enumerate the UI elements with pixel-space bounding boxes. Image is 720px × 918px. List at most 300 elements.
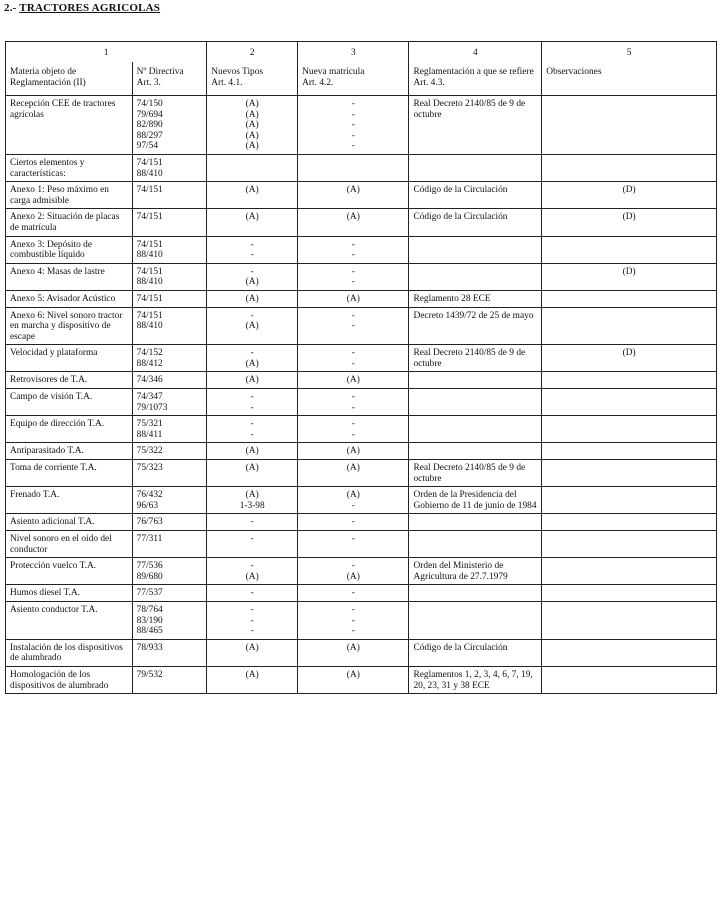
nuevos-tipos-cell: [207, 585, 298, 602]
header-materia: [6, 62, 133, 96]
table-row: [6, 531, 717, 558]
nuevos-tipos-cell-line: 1-3-98: [239, 500, 265, 511]
nuevos-tipos-cell-line: (A): [245, 463, 259, 474]
materia-cell-text: Ciertos elementos y características:: [10, 157, 85, 179]
reglamentacion-cell: [409, 290, 542, 307]
materia-cell: [6, 307, 133, 345]
nueva-matricula-cell-line: -: [351, 561, 355, 572]
materia-cell: [6, 531, 133, 558]
materia-cell-text: Anexo 6: Nivel sonoro tractor en marcha y dispositivo de escape: [10, 310, 123, 342]
nuevos-tipos-cell: [207, 416, 298, 443]
nuevos-tipos-cell: [207, 639, 298, 666]
directiva-cell-line: 77/537: [136, 588, 163, 599]
table-row: [6, 416, 717, 443]
nuevos-tipos-cell-line: -: [250, 392, 254, 403]
nuevos-tipos-cell-line: (A): [245, 141, 259, 152]
observaciones-cell: [542, 558, 717, 585]
directiva-cell-line: 74/151: [136, 310, 163, 321]
header-tipos-line2: Art. 4.1.: [211, 77, 243, 88]
directiva-cell: [132, 307, 207, 345]
nueva-matricula-cell: [298, 236, 409, 263]
nuevos-tipos-cell-line: -: [250, 561, 254, 572]
nuevos-tipos-cell-line: (A): [245, 109, 259, 120]
table-row: [6, 585, 717, 602]
table-row: [6, 558, 717, 585]
nuevos-tipos-cell: [207, 601, 298, 639]
table-row: [6, 460, 717, 487]
directiva-cell: [132, 666, 207, 693]
materia-cell: [6, 209, 133, 236]
reglamentacion-cell: [409, 209, 542, 236]
materia-cell-text: Anexo 5: Avisador Acústico: [10, 293, 116, 304]
header-matricula: [298, 62, 409, 96]
table-row: [6, 639, 717, 666]
nueva-matricula-cell-line: -: [351, 310, 355, 321]
directiva-cell-line: 75/322: [136, 446, 163, 457]
nueva-matricula-cell-line: -: [351, 266, 355, 277]
materia-cell-text: Asiento adicional T.A.: [10, 517, 95, 528]
nueva-matricula-cell-line: (A): [346, 446, 360, 457]
reglamentacion-cell: [409, 236, 542, 263]
directiva-cell: [132, 372, 207, 389]
nueva-matricula-cell-line: (A): [346, 490, 360, 501]
section-number: 2.-: [4, 2, 17, 14]
materia-cell: [6, 290, 133, 307]
nuevos-tipos-cell-line: -: [250, 402, 254, 413]
nuevos-tipos-cell-line: -: [250, 348, 254, 359]
directiva-cell: [132, 601, 207, 639]
directiva-cell-line: 88/410: [136, 277, 163, 288]
header-reglamentacion-text: Reglamentación a que se refiere Art. 4.3.: [413, 67, 534, 88]
nueva-matricula-cell-line: -: [351, 130, 355, 141]
directiva-cell-line: 75/321: [136, 419, 163, 430]
materia-cell-text: Homologación de los dispositivos de alumbrado: [10, 669, 109, 691]
directiva-cell: [132, 290, 207, 307]
reglamentacion-cell-text: Reglamentos 1, 2, 3, 4, 6, 7, 19, 20, 23, 31 y 38 ECE: [413, 669, 533, 691]
directiva-cell: [132, 154, 207, 181]
materia-cell-text: Anexo 1: Peso máximo en carga admisible: [10, 185, 109, 206]
directiva-cell: [132, 639, 207, 666]
header-directiva-line1: Nº Directiva: [136, 67, 184, 77]
materia-cell-text: Campo de visión T.A.: [10, 392, 93, 403]
directiva-cell-line: 74/151: [136, 157, 163, 168]
nuevos-tipos-cell-line: (A): [245, 669, 259, 680]
materia-cell-text: Retrovisores de T.A.: [10, 375, 88, 386]
materia-cell: [6, 389, 133, 416]
observaciones-cell: [542, 96, 717, 155]
nueva-matricula-cell-line: (A): [346, 571, 360, 582]
regulation-table-body: [6, 42, 717, 694]
materia-cell: [6, 639, 133, 666]
nuevos-tipos-cell: [207, 307, 298, 345]
nueva-matricula-cell: [298, 345, 409, 372]
directiva-cell-line: 74/151: [136, 239, 163, 250]
nueva-matricula-cell-line: -: [351, 109, 355, 120]
nueva-matricula-cell-line: -: [351, 500, 355, 511]
reglamentacion-cell: [409, 416, 542, 443]
observaciones-cell: [542, 307, 717, 345]
reglamentacion-cell: [409, 307, 542, 345]
nuevos-tipos-cell-line: -: [250, 250, 254, 261]
materia-cell: [6, 514, 133, 531]
nueva-matricula-cell-line: -: [351, 120, 355, 131]
column-header-row: [6, 62, 717, 96]
observaciones-cell: [542, 443, 717, 460]
column-number-5: 5: [542, 42, 717, 63]
directiva-cell-line: 88/411: [136, 429, 163, 440]
section-heading: [4, 2, 160, 14]
materia-cell-text: Anexo 4: Masas de lastre: [10, 266, 105, 277]
reglamentacion-cell: [409, 558, 542, 585]
nueva-matricula-cell: [298, 307, 409, 345]
nueva-matricula-cell-line: (A): [346, 669, 360, 680]
regulation-table: [5, 41, 717, 694]
section-title: TRACTORES AGRICOLAS: [19, 2, 161, 14]
nueva-matricula-cell: [298, 372, 409, 389]
directiva-cell-line: 79/1073: [136, 402, 168, 413]
nueva-matricula-cell-line: (A): [346, 185, 360, 196]
column-number-1: 1: [6, 42, 207, 63]
observaciones-cell: [542, 639, 717, 666]
nueva-matricula-cell-line: (A): [346, 212, 360, 223]
nueva-matricula-cell: [298, 96, 409, 155]
directiva-cell-line: 74/151: [136, 185, 163, 196]
nueva-matricula-cell-line: -: [351, 250, 355, 261]
materia-cell: [6, 460, 133, 487]
table-row: [6, 236, 717, 263]
table-row: [6, 154, 717, 181]
nuevos-tipos-cell: [207, 558, 298, 585]
materia-cell-text: Asiento conductor T.A.: [10, 604, 98, 615]
nuevos-tipos-cell: [207, 209, 298, 236]
table-row: [6, 514, 717, 531]
directiva-cell: [132, 345, 207, 372]
directiva-cell-line: 76/432: [136, 490, 163, 501]
directiva-cell-line: 88/297: [136, 130, 163, 141]
directiva-cell: [132, 585, 207, 602]
header-directiva: [132, 62, 207, 96]
directiva-cell-line: 82/890: [136, 120, 163, 131]
nuevos-tipos-cell-line: (A): [245, 212, 259, 223]
materia-cell: [6, 96, 133, 155]
observaciones-cell: [542, 514, 717, 531]
observaciones-cell: [542, 372, 717, 389]
materia-cell-text: Humos diesel T.A.: [10, 588, 80, 599]
directiva-cell-line: 78/764: [136, 604, 163, 615]
nueva-matricula-cell-line: -: [351, 429, 355, 440]
materia-cell: [6, 345, 133, 372]
table-row: [6, 601, 717, 639]
nuevos-tipos-cell: [207, 487, 298, 514]
directiva-cell-line: 74/150: [136, 99, 163, 109]
table-row: [6, 345, 717, 372]
reglamentacion-cell-text: Real Decreto 2140/85 de 9 de octubre: [413, 348, 526, 369]
column-number-3: 3: [298, 42, 409, 63]
table-row: [6, 389, 717, 416]
nuevos-tipos-cell-line: (A): [245, 277, 259, 288]
table-row: [6, 209, 717, 236]
directiva-cell: [132, 531, 207, 558]
reglamentacion-cell: [409, 531, 542, 558]
materia-cell: [6, 585, 133, 602]
nuevos-tipos-cell-line: (A): [245, 490, 259, 501]
nueva-matricula-cell-line: -: [351, 321, 355, 332]
nueva-matricula-cell-line: -: [351, 239, 355, 250]
observaciones-cell: [542, 416, 717, 443]
nuevos-tipos-cell-line: (A): [245, 99, 259, 109]
directiva-cell: [132, 263, 207, 290]
nueva-matricula-cell-line: -: [351, 392, 355, 403]
reglamentacion-cell: [409, 601, 542, 639]
reglamentacion-cell: [409, 372, 542, 389]
observaciones-cell: [542, 460, 717, 487]
nueva-matricula-cell: [298, 666, 409, 693]
nueva-matricula-cell: [298, 389, 409, 416]
header-observaciones-text: Observaciones: [546, 67, 602, 77]
reglamentacion-cell: [409, 154, 542, 181]
materia-cell-text: Antiparasitado T.A.: [10, 446, 84, 457]
nuevos-tipos-cell: [207, 290, 298, 307]
nueva-matricula-cell-line: -: [351, 402, 355, 413]
directiva-cell-line: 83/190: [136, 615, 163, 626]
column-number-row: [6, 42, 717, 63]
nuevos-tipos-cell: [207, 96, 298, 155]
directiva-cell-line: 74/151: [136, 293, 163, 304]
observaciones-cell: [542, 601, 717, 639]
directiva-cell: [132, 236, 207, 263]
nueva-matricula-cell-line: (A): [346, 463, 360, 474]
nueva-matricula-cell: [298, 290, 409, 307]
observaciones-cell-text: (D): [622, 266, 636, 277]
directiva-cell: [132, 443, 207, 460]
nuevos-tipos-cell: [207, 345, 298, 372]
reglamentacion-cell-text: Código de la Circulación: [413, 185, 508, 196]
directiva-cell-line: 77/536: [136, 561, 163, 572]
nuevos-tipos-cell-line: -: [250, 534, 254, 544]
table-row: [6, 307, 717, 345]
nuevos-tipos-cell-line: -: [250, 615, 254, 626]
nuevos-tipos-cell: [207, 389, 298, 416]
nueva-matricula-cell: [298, 443, 409, 460]
header-directiva-line2: Art. 3.: [136, 77, 161, 88]
nuevos-tipos-cell-line: -: [250, 429, 254, 440]
materia-cell-text: Anexo 2: Situación de placas de matrícula: [10, 212, 120, 233]
nuevos-tipos-cell-line: (A): [245, 358, 259, 369]
nueva-matricula-cell: [298, 585, 409, 602]
reglamentacion-cell-text: Código de la Circulación: [413, 642, 508, 653]
nuevos-tipos-cell-line: (A): [245, 130, 259, 141]
directiva-cell-line: 96/63: [136, 500, 159, 511]
nueva-matricula-cell: [298, 514, 409, 531]
directiva-cell-line: 74/151: [136, 212, 163, 223]
nuevos-tipos-cell-line: (A): [245, 321, 259, 332]
materia-cell: [6, 443, 133, 460]
reglamentacion-cell: [409, 639, 542, 666]
observaciones-cell: [542, 209, 717, 236]
directiva-cell-line: 88/410: [136, 250, 163, 261]
directiva-cell: [132, 389, 207, 416]
nueva-matricula-cell: [298, 639, 409, 666]
header-matricula-line1: Nueva matrícula: [302, 67, 365, 77]
materia-cell-text: Anexo 3: Depósito de combustible líquido: [10, 239, 93, 261]
header-matricula-line2: Art. 4.2.: [302, 77, 334, 88]
nuevos-tipos-cell-line: (A): [245, 375, 259, 386]
header-tipos: [207, 62, 298, 96]
materia-cell: [6, 236, 133, 263]
nueva-matricula-cell: [298, 531, 409, 558]
observaciones-cell: [542, 236, 717, 263]
materia-cell-text: Toma de corriente T.A.: [10, 463, 97, 474]
table-row: [6, 263, 717, 290]
materia-cell-text: Equipo de dirección T.A.: [10, 419, 105, 430]
reglamentacion-cell: [409, 460, 542, 487]
directiva-cell-line: 78/933: [136, 642, 163, 653]
nueva-matricula-cell-line: -: [351, 141, 355, 152]
reglamentacion-cell: [409, 585, 542, 602]
header-reglamentacion: [409, 62, 542, 96]
nuevos-tipos-cell: [207, 443, 298, 460]
reglamentacion-cell: [409, 182, 542, 209]
directiva-cell-line: 79/532: [136, 669, 163, 680]
observaciones-cell: [542, 290, 717, 307]
directiva-cell-line: 89/680: [136, 571, 163, 582]
reglamentacion-cell: [409, 96, 542, 155]
directiva-cell: [132, 514, 207, 531]
directiva-cell-line: 88/412: [136, 358, 163, 369]
table-row: [6, 182, 717, 209]
materia-cell: [6, 372, 133, 389]
directiva-cell-line: 88/410: [136, 321, 163, 332]
materia-cell-text: Velocidad y plataforma: [10, 348, 98, 359]
nueva-matricula-cell: [298, 154, 409, 181]
nuevos-tipos-cell-line: -: [250, 239, 254, 250]
observaciones-cell-text: (D): [622, 212, 636, 223]
nueva-matricula-cell-line: (A): [346, 375, 360, 386]
nuevos-tipos-cell: [207, 531, 298, 558]
nueva-matricula-cell-line: -: [351, 99, 355, 109]
nuevos-tipos-cell-line: -: [250, 419, 254, 430]
reglamentacion-cell-text: Real Decreto 2140/85 de 9 de octubre: [413, 463, 526, 484]
materia-cell-text: Instalación de los dispositivos de alumbrado: [10, 642, 123, 664]
reglamentacion-cell: [409, 487, 542, 514]
materia-cell-text: Frenado T.A.: [10, 490, 60, 501]
observaciones-cell: [542, 182, 717, 209]
reglamentacion-cell-text: Código de la Circulación: [413, 212, 508, 223]
nuevos-tipos-cell: [207, 236, 298, 263]
reglamentacion-cell: [409, 666, 542, 693]
nuevos-tipos-cell-line: (A): [245, 120, 259, 131]
nuevos-tipos-cell: [207, 460, 298, 487]
reglamentacion-cell: [409, 345, 542, 372]
nuevos-tipos-cell: [207, 154, 298, 181]
header-materia-text: Materia objeto de Reglamentación (II): [10, 67, 86, 88]
reglamentacion-cell: [409, 443, 542, 460]
observaciones-cell: [542, 585, 717, 602]
nuevos-tipos-cell-line: -: [250, 604, 254, 615]
directiva-cell-line: 88/410: [136, 168, 163, 179]
table-row: [6, 487, 717, 514]
table-row: [6, 666, 717, 693]
nueva-matricula-cell: [298, 460, 409, 487]
header-tipos-line1: Nuevos Tipos: [211, 67, 264, 77]
nueva-matricula-cell: [298, 416, 409, 443]
nueva-matricula-cell-line: -: [351, 277, 355, 288]
directiva-cell-line: 88/465: [136, 626, 163, 637]
nuevos-tipos-cell-line: (A): [245, 571, 259, 582]
directiva-cell: [132, 182, 207, 209]
header-observaciones: [542, 62, 717, 96]
nuevos-tipos-cell-line: (A): [245, 293, 259, 304]
nueva-matricula-cell-line: -: [351, 358, 355, 369]
nueva-matricula-cell-line: (A): [346, 642, 360, 653]
materia-cell: [6, 154, 133, 181]
observaciones-cell-text: (D): [622, 348, 636, 359]
directiva-cell-line: 74/152: [136, 348, 163, 359]
nuevos-tipos-cell-line: (A): [245, 446, 259, 457]
observaciones-cell: [542, 345, 717, 372]
directiva-cell-line: 75/323: [136, 463, 163, 474]
table-row: [6, 96, 717, 155]
column-number-2: 2: [207, 42, 298, 63]
directiva-cell: [132, 558, 207, 585]
nueva-matricula-cell: [298, 209, 409, 236]
observaciones-cell-text: (D): [622, 185, 636, 196]
reglamentacion-cell-text: Orden del Ministerio de Agricultura de 27.7.1979: [413, 561, 508, 582]
materia-cell: [6, 666, 133, 693]
materia-cell-text: Protección vuelco T.A.: [10, 561, 97, 572]
column-number-4: 4: [409, 42, 542, 63]
nueva-matricula-cell: [298, 263, 409, 290]
materia-cell: [6, 416, 133, 443]
directiva-cell-line: 74/151: [136, 266, 163, 277]
directiva-cell-line: 74/346: [136, 375, 163, 386]
materia-cell: [6, 601, 133, 639]
nueva-matricula-cell-line: -: [351, 517, 355, 528]
directiva-cell-line: 77/311: [136, 534, 163, 544]
nueva-matricula-cell-line: -: [351, 626, 355, 637]
directiva-cell-line: 74/347: [136, 392, 163, 403]
materia-cell-text: Nivel sonoro en el oído del conductor: [10, 534, 112, 555]
nuevos-tipos-cell-line: -: [250, 310, 254, 321]
reglamentacion-cell: [409, 389, 542, 416]
observaciones-cell: [542, 263, 717, 290]
table-row: [6, 372, 717, 389]
table-row: [6, 290, 717, 307]
materia-cell: [6, 263, 133, 290]
directiva-cell: [132, 96, 207, 155]
nuevos-tipos-cell-line: -: [250, 266, 254, 277]
nueva-matricula-cell-line: -: [351, 534, 355, 544]
nueva-matricula-cell: [298, 558, 409, 585]
nuevos-tipos-cell: [207, 182, 298, 209]
reglamentacion-cell-text: Reglamento 28 ECE: [413, 293, 491, 304]
nuevos-tipos-cell-line: -: [250, 517, 254, 528]
observaciones-cell: [542, 389, 717, 416]
reglamentacion-cell-text: Orden de la Presidencia del Gobierno de 11 de junio de 1984: [413, 490, 537, 511]
nueva-matricula-cell: [298, 601, 409, 639]
nueva-matricula-cell-line: -: [351, 604, 355, 615]
observaciones-cell: [542, 154, 717, 181]
directiva-cell: [132, 416, 207, 443]
nuevos-tipos-cell-line: -: [250, 588, 254, 599]
nuevos-tipos-cell: [207, 372, 298, 389]
directiva-cell: [132, 460, 207, 487]
reglamentacion-cell-text: Decreto 1439/72 de 25 de mayo: [413, 310, 534, 321]
table-row: [6, 443, 717, 460]
nuevos-tipos-cell-line: -: [250, 626, 254, 637]
nueva-matricula-cell-line: -: [351, 348, 355, 359]
directiva-cell: [132, 209, 207, 236]
